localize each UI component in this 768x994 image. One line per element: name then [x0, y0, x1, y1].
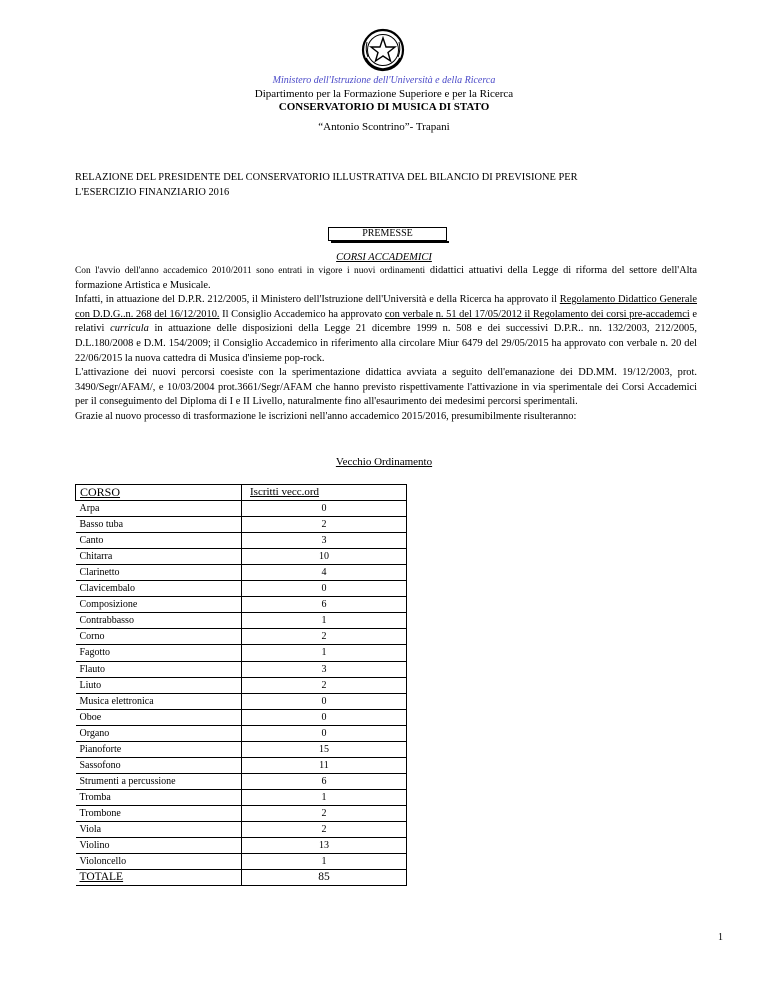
table-row — [76, 581, 407, 597]
enrolled-count-cell: 0 — [242, 725, 407, 741]
course-name-cell: Arpa — [76, 501, 242, 517]
column-header-course: CORSO — [76, 485, 242, 501]
regolamento-generale-ref: Regolamento Didattico Generale con D.D.G..n. 268 del 16/12/2010. — [75, 294, 697, 320]
course-name-cell: Clarinetto — [76, 565, 242, 581]
enrolled-count-cell: 11 — [242, 757, 407, 773]
table-row — [76, 517, 407, 533]
paragraph-3: L'attivazione dei nuovi percorsi coesiste con la sperimentazione didattica avviata a seguito dell'emanazione dei DD.MM. 19/12/2003, prot. 3490/Segr/AFAM/, e 10/03/2004 prot.3661/Segr/AFAM che hanno previsto rispettivamente l'attivazione in via sperimentale dei Corsi Accademici per il conseguimento del Diploma di I e II Livello, naturalmente fino all'esaurimento dei medesimi percorsi sperimentali. — [75, 367, 697, 408]
course-name-cell: Fagotto — [76, 645, 242, 661]
italian-republic-emblem-icon — [361, 28, 405, 72]
course-name-cell: Tromba — [76, 789, 242, 805]
total-value: 85 — [242, 870, 407, 886]
table-row — [76, 805, 407, 821]
course-name-cell: Basso tuba — [76, 517, 242, 533]
course-name-cell: Strumenti a percussione — [76, 773, 242, 789]
table-row — [76, 597, 407, 613]
table-row — [76, 854, 407, 870]
paragraph-1: Con l'avvio dell'anno accademico 2010/2011 sono entrati in vigore i nuovi ordinamenti didattici attuativi della Legge di riforma del settore dell'Alta formazione Artistica e Musicale. — [75, 265, 698, 291]
enrolled-count-cell: 15 — [242, 741, 407, 757]
table-row — [76, 789, 407, 805]
conservatory-name: CONSERVATORIO DI MUSICA DI STATO — [278, 101, 490, 113]
enrolled-count-cell: 2 — [242, 517, 407, 533]
table-row — [76, 613, 407, 629]
department-name: Dipartimento per la Formazione Superiore e per la Ricerca — [254, 88, 514, 100]
table-row — [76, 629, 407, 645]
enrolled-count-cell: 1 — [242, 613, 407, 629]
enrolled-count-cell: 4 — [242, 565, 407, 581]
total-label: TOTALE — [76, 870, 242, 886]
table-row — [76, 741, 407, 757]
course-name-cell: Clavicembalo — [76, 581, 242, 597]
enrolled-count-cell: 13 — [242, 838, 407, 854]
table-row — [76, 821, 407, 837]
column-header-enrolled: Iscritti vecc.ord — [242, 485, 407, 501]
regolamento-preaccademici-ref: con verbale n. 51 del 17/05/2012 il Regolamento dei corsi pre-accademci — [384, 308, 690, 320]
enrolled-count-cell: 2 — [242, 677, 407, 693]
course-name-cell: Composizione — [76, 597, 242, 613]
table-row — [76, 757, 407, 773]
paragraph-4: Grazie al nuovo processo di trasformazione le iscrizioni nell'anno accademico 2015/2016, presumibilmente risulteranno: — [75, 410, 577, 422]
enrolled-count-cell: 3 — [242, 533, 407, 549]
course-name-cell: Organo — [76, 725, 242, 741]
course-name-cell: Sassofono — [76, 757, 242, 773]
enrolled-count-cell: 6 — [242, 773, 407, 789]
table-row — [76, 693, 407, 709]
course-name-cell: Oboe — [76, 709, 242, 725]
section-label-premesse: PREMESSE — [328, 227, 447, 241]
course-name-cell: Trombone — [76, 805, 242, 821]
table-row — [76, 565, 407, 581]
table-row — [76, 645, 407, 661]
table-row — [76, 501, 407, 517]
enrolled-count-cell: 1 — [242, 645, 407, 661]
enrolled-count-cell: 6 — [242, 597, 407, 613]
enrolled-count-cell: 1 — [242, 789, 407, 805]
course-name-cell: Liuto — [76, 677, 242, 693]
course-name-cell: Pianoforte — [76, 741, 242, 757]
enrolled-count-cell: 0 — [242, 501, 407, 517]
course-name-cell: Violoncello — [76, 854, 242, 870]
enrollment-table — [75, 484, 407, 886]
course-name-cell: Canto — [76, 533, 242, 549]
table-row — [76, 725, 407, 741]
course-name-cell: Musica elettronica — [76, 693, 242, 709]
paragraph-2: Infatti, in attuazione del D.P.R. 212/2005, il Ministero dell'Istruzione dell'Università e della Ricerca ha approvato il Regolamento Didattico Generale con D.D.G..n. 268 del 16/12/2010. Il Consiglio Accademico ha approvato con verbale n. 51 del 17/05/2012 il Regolamento dei corsi pre-accademci e relativi curricula in attuazione delle disposizioni della Legge 21 dicembre 1999 n. 508 e dei successivi D.P.R.. nn. 132/2003, 212/2005, D.L.180/2008 e D.M. 154/2009; il Consiglio Accademico in riferimento alla circolare Miur 6479 del 29/05/2015 ha approvato con verbale n. 20 del 22/06/2015 la nuova cattedra di Musica d'insieme pop-rock. — [75, 294, 698, 364]
table-row — [76, 533, 407, 549]
table-row — [76, 709, 407, 725]
intro-text — [75, 264, 697, 425]
table-row — [76, 549, 407, 565]
table-row — [76, 661, 407, 677]
subsection-title: CORSI ACCADEMICI — [336, 252, 432, 263]
table-total-row — [76, 870, 407, 886]
ministry-name: Ministero dell'Istruzione dell'Università e della Ricerca — [272, 75, 496, 86]
course-name-cell: Contrabbasso — [76, 613, 242, 629]
table-heading: Vecchio Ordinamento — [335, 456, 433, 468]
table-row — [76, 838, 407, 854]
enrolled-count-cell: 2 — [242, 629, 407, 645]
document-title-line-1: RELAZIONE DEL PRESIDENTE DEL CONSERVATORIO ILLUSTRATIVA DEL BILANCIO DI PREVISIONE PER — [75, 172, 578, 183]
document-title-line-2: L'ESERCIZIO FINANZIARIO 2016 — [75, 187, 230, 198]
enrolled-count-cell: 0 — [242, 581, 407, 597]
document-title — [75, 170, 715, 200]
page-number: 1 — [718, 932, 723, 943]
course-name-cell: Violino — [76, 838, 242, 854]
course-name-cell: Flauto — [76, 661, 242, 677]
course-name-cell: Corno — [76, 629, 242, 645]
enrolled-count-cell: 10 — [242, 549, 407, 565]
table-header-row — [76, 485, 407, 501]
table-row — [76, 773, 407, 789]
conservatory-dedication: “Antonio Scontrino”- Trapani — [318, 121, 450, 133]
enrolled-count-cell: 1 — [242, 854, 407, 870]
course-name-cell: Viola — [76, 821, 242, 837]
table-row — [76, 677, 407, 693]
course-name-cell: Chitarra — [76, 549, 242, 565]
enrolled-count-cell: 0 — [242, 709, 407, 725]
enrolled-count-cell: 2 — [242, 805, 407, 821]
enrolled-count-cell: 0 — [242, 693, 407, 709]
enrolled-count-cell: 3 — [242, 661, 407, 677]
enrolled-count-cell: 2 — [242, 821, 407, 837]
